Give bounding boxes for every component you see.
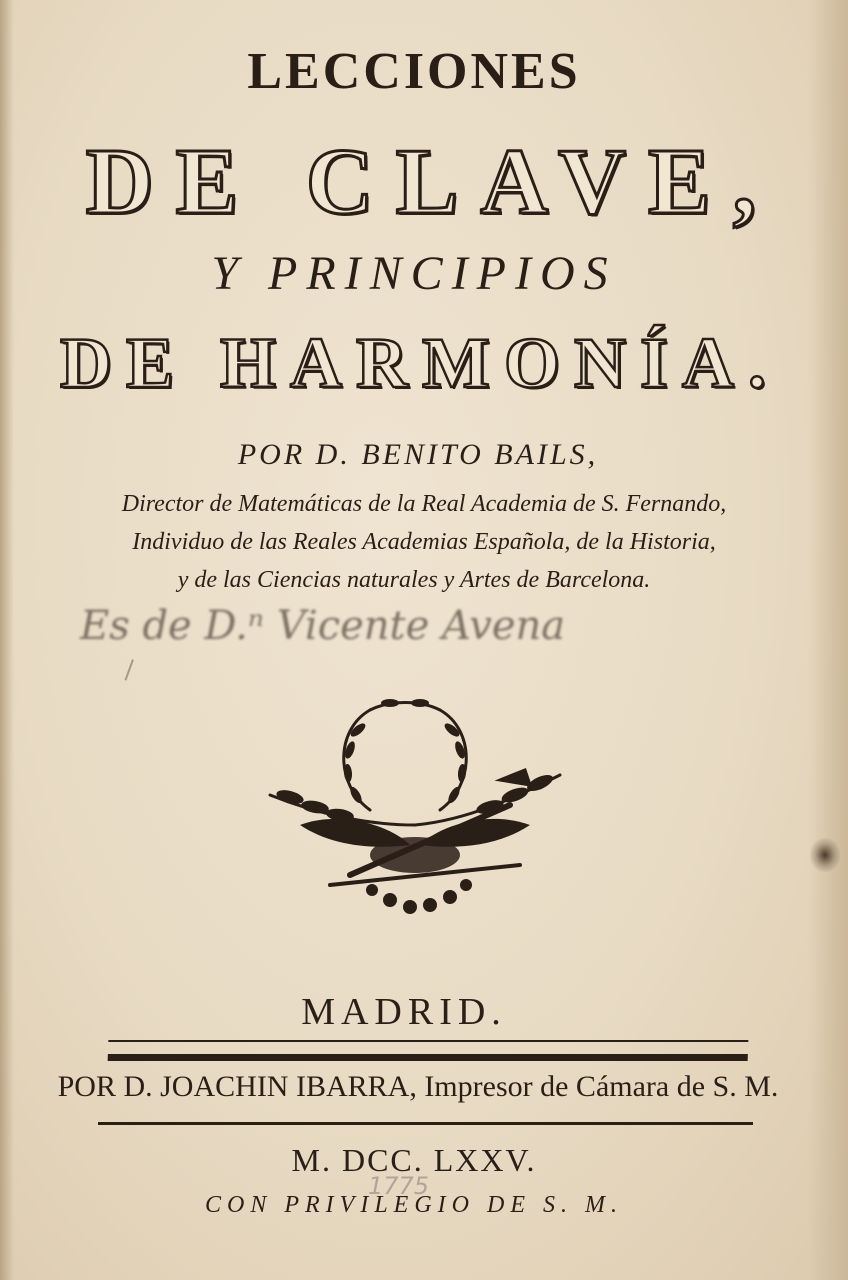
credit-line-1: Director de Matemáticas de la Real Academia de S. Fernando, — [121, 491, 727, 517]
ownership-signature: Es de D.ⁿ Vicente Avena — [80, 603, 566, 649]
credit-line-3: y de las Ciencias naturales y Artes de Barcelona. — [177, 567, 651, 593]
title-line-4: DE HARMONÍA. — [60, 323, 780, 403]
laurel-wreath-trumpet-ornament-icon — [240, 685, 590, 930]
double-rule — [108, 1040, 749, 1061]
credit-line-2: Individuo de las Reales Academias Española, de la Historia, — [132, 529, 716, 555]
author-line: POR D. BENITO BAILS, — [237, 438, 599, 471]
royal-privilege: CON PRIVILEGIO DE S. M. — [205, 1192, 623, 1218]
place-of-publication: MADRID. — [301, 991, 507, 1033]
title-line-1: LECCIONES — [247, 43, 581, 100]
single-rule — [98, 1122, 753, 1125]
ink-stain — [810, 838, 840, 872]
title-line-3: Y PRINCIPIOS — [211, 247, 617, 300]
printer-line: POR D. JOACHIN IBARRA, Impresor de Cámara de S. M. — [57, 1070, 779, 1103]
handwritten-year: 1775 — [368, 1172, 430, 1200]
title-line-2: DE CLAVE, — [85, 130, 779, 234]
publication-date: M. DCC. LXXV. — [291, 1142, 537, 1178]
